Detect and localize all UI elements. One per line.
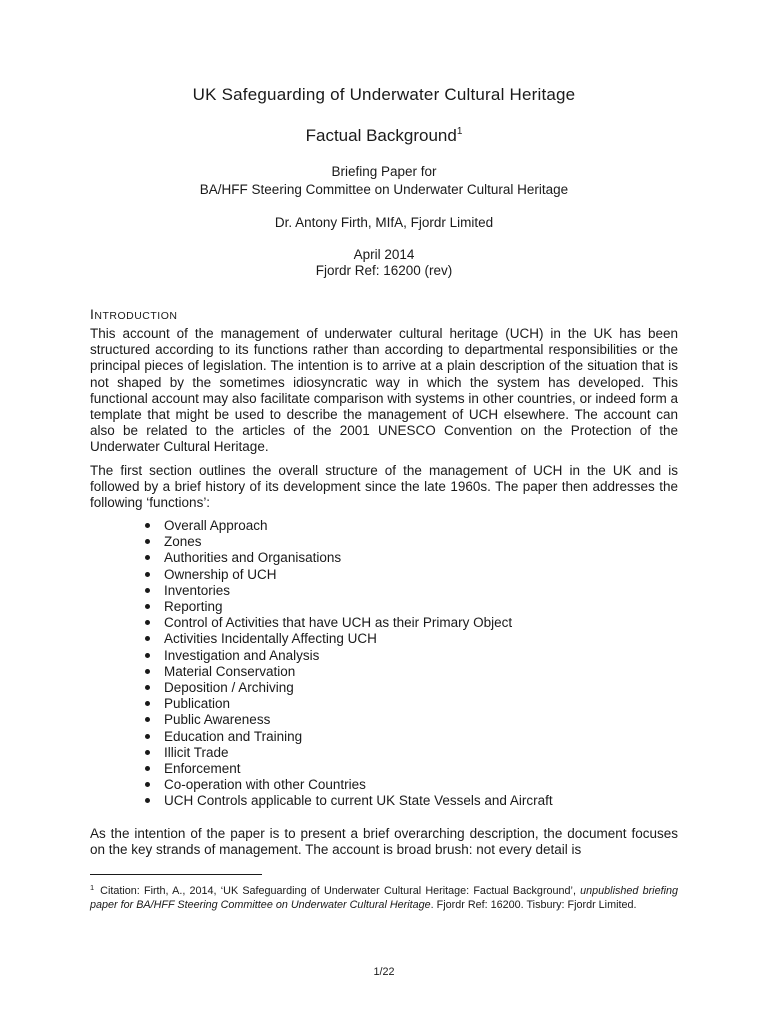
briefing-line-2: BA/HFF Steering Committee on Underwater Cultural Heritage xyxy=(199,182,569,197)
bullet-icon xyxy=(145,539,150,544)
bullet-icon xyxy=(145,555,150,560)
date-line: April 2014 xyxy=(353,247,415,262)
functions-list xyxy=(145,518,553,810)
list-item: Publication xyxy=(145,696,553,712)
list-item: Control of Activities that have UCH as their Primary Object xyxy=(145,615,553,631)
subtitle-text: Factual Background xyxy=(305,126,457,145)
closing-paragraph: As the intention of the paper is to present a brief overarching description, the document focuses on the key strands of management. The account is broad brush: not every detail is xyxy=(90,826,678,858)
footnote-divider xyxy=(90,874,262,875)
bullet-icon xyxy=(145,734,150,739)
list-item: Deposition / Archiving xyxy=(145,680,553,696)
briefing-line-1: Briefing Paper for xyxy=(331,164,437,179)
intro-paragraph: This account of the management of underwater cultural heritage (UCH) in the UK has been structured according to its functions rather than according to departmental responsibilities or the principal pieces of legislation. The intention is to arrive at a plain description of the situation that is not shaped by the sometimes idiosyncratic way in which the system has developed. This functional account may also facilitate comparison with systems in other countries, or indeed form a template that might be used to describe the management of UCH elsewhere. The account can also be related to the articles of the 2001 UNESCO Convention on the Protection of the Underwater Cultural Heritage. xyxy=(90,326,678,455)
list-item: Material Conservation xyxy=(145,664,553,680)
bullet-icon xyxy=(145,636,150,641)
heading-rest: NTRODUCTION xyxy=(94,310,178,322)
bullet-icon xyxy=(145,669,150,674)
bullet-icon xyxy=(145,523,150,528)
bullet-icon xyxy=(145,572,150,577)
heading-initial: I xyxy=(90,306,95,322)
bullet-icon xyxy=(145,620,150,625)
functions-intro-paragraph: The first section outlines the overall structure of the management of UCH in the UK and is followed by a brief history of its development since the late 1960s. The paper then addresses the following ‘functions’: xyxy=(90,463,678,511)
list-item: Public Awareness xyxy=(145,712,553,728)
footnote-prefix: Citation: Firth, A., 2014, ‘UK Safeguarding of Underwater Cultural Heritage: Factual Background’, xyxy=(100,885,581,897)
bullet-icon xyxy=(145,653,150,658)
author-line: Dr. Antony Firth, MIfA, Fjordr Limited xyxy=(274,215,494,230)
footnote-suffix: . Fjordr Ref: 16200. Tisbury: Fjordr Limited. xyxy=(430,898,637,911)
bullet-icon xyxy=(145,782,150,787)
list-item: Investigation and Analysis xyxy=(145,648,553,664)
list-item: Zones xyxy=(145,534,553,550)
list-item: Activities Incidentally Affecting UCH xyxy=(145,631,553,647)
list-item: Illicit Trade xyxy=(145,745,553,761)
bullet-icon xyxy=(145,588,150,593)
list-item: Co-operation with other Countries xyxy=(145,777,553,793)
list-item: Reporting xyxy=(145,599,553,615)
bullet-icon xyxy=(145,701,150,706)
reference-line: Fjordr Ref: 16200 (rev) xyxy=(315,263,453,278)
footnote-reference[interactable]: 1 xyxy=(456,126,463,137)
bullet-icon xyxy=(145,717,150,722)
footnote-marker: 1 xyxy=(90,883,95,892)
document-subtitle xyxy=(0,126,768,146)
list-item: Authorities and Organisations xyxy=(145,550,553,566)
list-item: Ownership of UCH xyxy=(145,567,553,583)
footnote-italic: unpublished briefing paper for BA/HFF Steering Committee on Underwater Cultural Heritage xyxy=(90,885,678,911)
page-number: 1/22 xyxy=(373,966,395,978)
bullet-icon xyxy=(145,685,150,690)
bullet-icon xyxy=(145,798,150,803)
list-item: Overall Approach xyxy=(145,518,553,534)
bullet-icon xyxy=(145,766,150,771)
document-title: UK Safeguarding of Underwater Cultural Heritage xyxy=(192,85,576,104)
bullet-icon xyxy=(145,750,150,755)
section-heading-introduction xyxy=(90,306,177,322)
footnote xyxy=(90,881,678,912)
list-item: Inventories xyxy=(145,583,553,599)
list-item: Enforcement xyxy=(145,761,553,777)
list-item: UCH Controls applicable to current UK State Vessels and Aircraft xyxy=(145,793,553,809)
list-item: Education and Training xyxy=(145,729,553,745)
bullet-icon xyxy=(145,604,150,609)
